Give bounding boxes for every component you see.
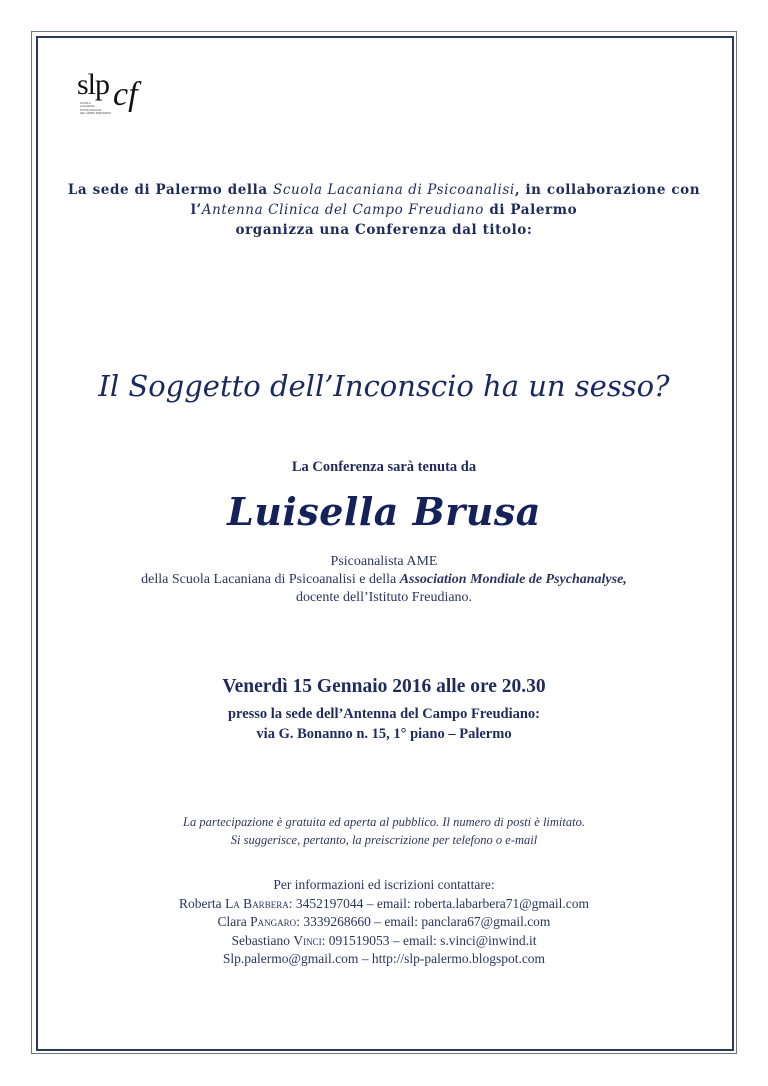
contact-first-name: Clara — [217, 914, 251, 929]
event-venue — [0, 704, 768, 744]
bio-text: della Scuola Lacaniana di Psicoanalisi e della — [141, 572, 400, 587]
school-name: Scuola Lacaniana di Psicoanalisi — [273, 182, 515, 198]
contact-last-name: La Barbera — [225, 895, 289, 911]
venue-line-2: via G. Bonanno n. 15, 1° piano – Palermo — [256, 726, 512, 742]
logo-subtitle-line: LACANIANA — [80, 105, 95, 109]
logo-cf-script: cf — [113, 76, 138, 113]
intro-line-3: organizza una Conferenza dal titolo: — [235, 222, 533, 238]
intro-text: l’ — [190, 202, 202, 218]
contacts-footer-links[interactable]: Slp.palermo@gmail.com – http://slp-palermo.blogspot.com — [222, 951, 546, 966]
intro-paragraph — [0, 180, 768, 240]
note-line-2: Si suggerisce, pertanto, la preiscrizione per telefono o e-mail — [230, 833, 538, 847]
bio-line-1: Psicoanalista AME — [330, 554, 438, 569]
contacts-heading: Per informazioni ed iscrizioni contattare: — [273, 877, 495, 892]
bio-line-2 — [0, 571, 768, 589]
contact-details[interactable]: : 091519053 – email: s.vinci@inwind.it — [321, 932, 537, 948]
contact-first-name: Roberta — [178, 895, 226, 911]
venue-line-1: presso la sede dell’Antenna del Campo Freudiano: — [227, 706, 541, 722]
intro-text: , in collaborazione con — [514, 182, 701, 198]
intro-text: La sede di Palermo della — [67, 182, 274, 198]
conference-title: Il Soggetto dell’Inconscio ha un sesso? — [98, 369, 670, 403]
intro-text: di Palermo — [484, 202, 578, 218]
contact-details[interactable]: : 3452197044 – email: roberta.labarbera71@gmail.com — [288, 895, 590, 911]
contact-last-name: Vinci — [293, 932, 322, 948]
antenna-name: Antenna Clinica del Campo Freudiano — [201, 202, 485, 218]
event-datetime: Venerdì 15 Gennaio 2016 alle ore 20.30 — [222, 676, 546, 697]
contact-first-name: Sebastiano — [231, 932, 294, 948]
intro-line-2 — [0, 200, 768, 220]
note-line-1: La partecipazione è gratuita ed aperta al pubblico. Il numero di posti è limitato. — [183, 815, 585, 829]
contact-details[interactable]: : 3339268660 – email: panclara67@gmail.com — [296, 914, 551, 929]
contact-last-name: Pangaro — [250, 914, 297, 929]
logo-slp-text: slp — [77, 68, 110, 101]
contact-row — [0, 913, 768, 932]
participation-note — [0, 813, 768, 849]
bio-line-3: docente dell’Istituto Freudiano. — [295, 590, 473, 605]
speaker-lead: La Conferenza sarà tenuta da — [291, 459, 477, 475]
logo-subtitle-line: DI PSICOANALISI — [80, 108, 102, 112]
slp-logo — [77, 70, 147, 126]
logo-subtitle — [80, 102, 120, 116]
speaker-bio — [0, 553, 768, 607]
speaker-name: Luisella Brusa — [227, 489, 541, 534]
contact-row — [0, 932, 768, 951]
logo-subtitle-line: SCUOLA — [80, 102, 91, 105]
contact-row — [0, 895, 768, 914]
association-name: Association Mondiale de Psychanalyse, — [399, 572, 627, 587]
contacts-block — [0, 876, 768, 969]
intro-line-1 — [0, 180, 768, 200]
logo-subtitle-line: DEL CAMPO FREUDIANO — [80, 112, 112, 116]
